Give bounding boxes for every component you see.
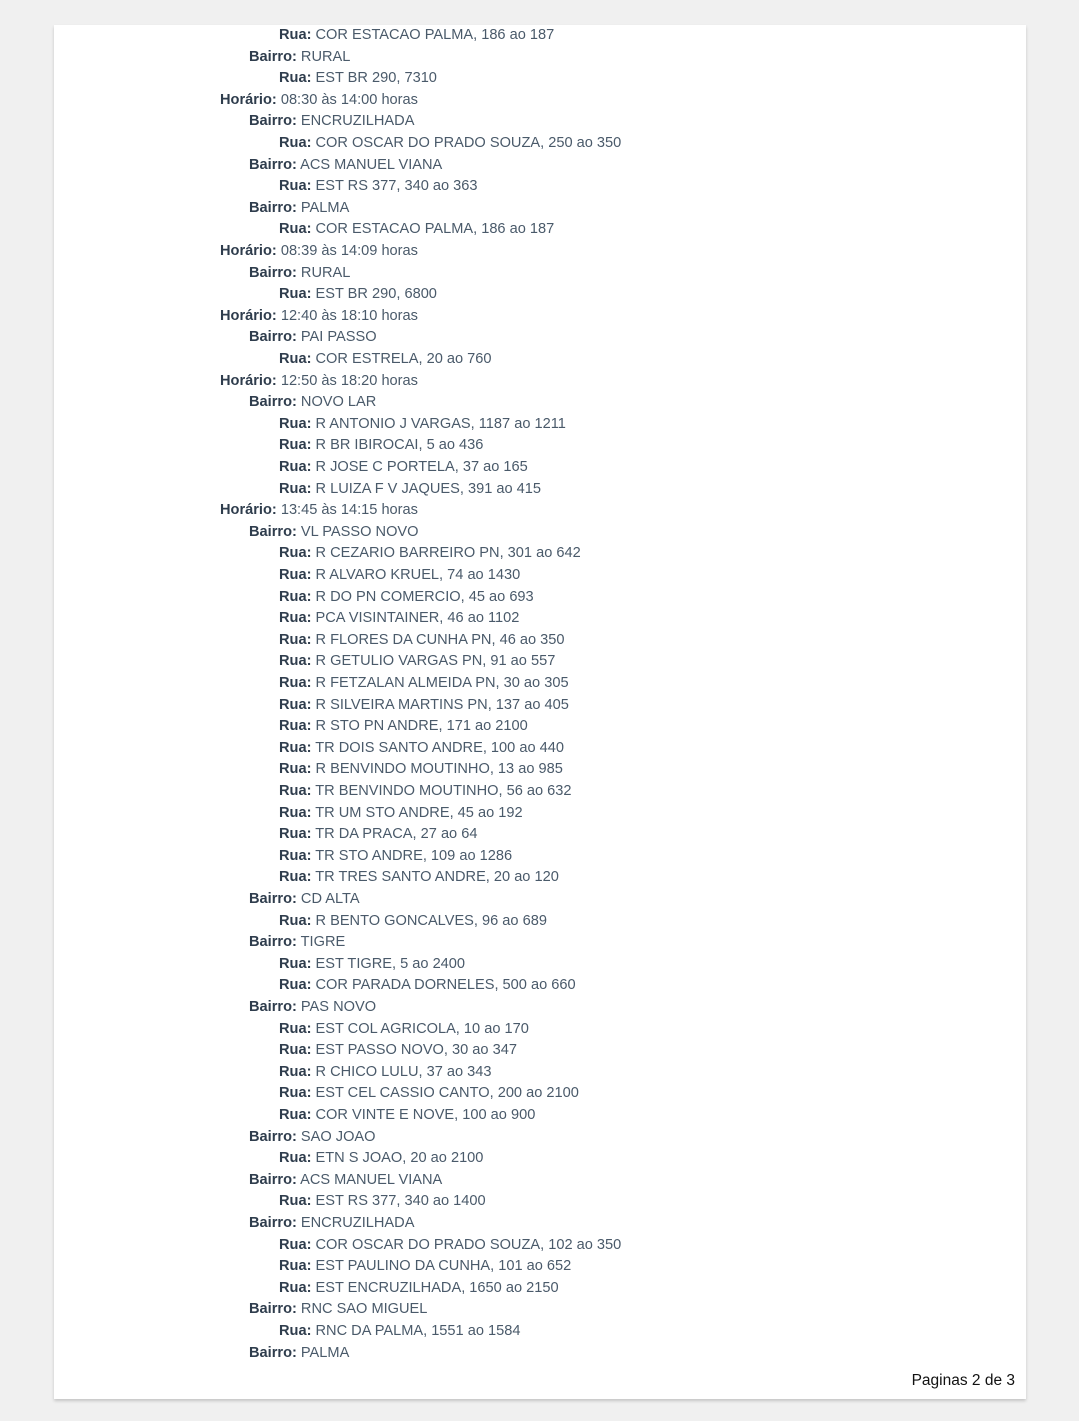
rua-line: [279, 68, 437, 88]
rua-value: COR OSCAR DO PRADO SOUZA, 102 ao 350: [315, 1236, 622, 1253]
rua-line: [279, 284, 437, 304]
rua-label: Rua:: [279, 70, 312, 87]
rua-label: Rua:: [279, 804, 312, 821]
rua-line: [279, 954, 465, 974]
rua-value: COR OSCAR DO PRADO SOUZA, 250 ao 350: [315, 135, 622, 151]
rua-value: EST BR 290, 7310: [315, 70, 437, 87]
rua-line: [279, 1062, 492, 1082]
rua-label: Rua:: [279, 588, 312, 605]
rua-label: Rua:: [279, 1323, 312, 1339]
bairro-value: PAI PASSO: [300, 329, 377, 346]
rua-value: EST PAULINO DA CUNHA, 101 ao 652: [315, 1258, 572, 1275]
rua-line: [279, 911, 547, 931]
rua-line: [279, 435, 483, 455]
rua-line: [279, 867, 559, 887]
bairro-value: NOVO LAR: [300, 394, 377, 411]
rua-value: TR BENVINDO MOUTINHO, 56 ao 632: [315, 783, 572, 799]
page-indicator: Paginas 2 de 3: [911, 1372, 1015, 1389]
bairro-line: [249, 392, 376, 412]
rua-value: R ANTONIO J VARGAS, 1187 ao 1211: [315, 415, 566, 432]
rua-line: [279, 1191, 486, 1211]
rua-line: [279, 1105, 535, 1125]
bairro-label: Bairro:: [249, 999, 297, 1015]
horario-label: Horário:: [220, 307, 277, 324]
bairro-value: PAS NOVO: [300, 999, 377, 1015]
bairro-value: RURAL: [300, 264, 351, 281]
rua-label: Rua:: [279, 459, 312, 475]
rua-label: Rua:: [279, 27, 312, 43]
rua-label: Rua:: [279, 869, 312, 886]
rua-label: Rua:: [279, 178, 312, 195]
rua-value: TR UM STO ANDRE, 45 ao 192: [315, 804, 523, 821]
rua-label: Rua:: [279, 977, 312, 994]
bairro-label: Bairro:: [249, 394, 297, 411]
rua-line: [279, 1321, 520, 1341]
rua-value: R FLORES DA CUNHA PN, 46 ao 350: [315, 631, 565, 648]
rua-line: [279, 349, 492, 369]
rua-line: [279, 738, 564, 758]
rua-line: [279, 587, 534, 607]
bairro-line: [249, 932, 345, 952]
rua-line: [279, 695, 569, 715]
rua-line: [279, 781, 572, 801]
horario-label: Horário:: [220, 372, 277, 389]
rua-line: [279, 673, 569, 693]
bairro-line: [249, 522, 419, 542]
rua-value: COR PARADA DORNELES, 500 ao 660: [315, 977, 576, 994]
rua-value: COR ESTACAO PALMA, 186 ao 187: [315, 27, 555, 43]
rua-value: R BENVINDO MOUTINHO, 13 ao 985: [315, 761, 563, 778]
document-page: [54, 25, 1026, 1399]
bairro-label: Bairro:: [249, 523, 297, 540]
bairro-line: [249, 198, 349, 218]
rua-value: R CHICO LULU, 37 ao 343: [315, 1063, 492, 1080]
rua-value: R CEZARIO BARREIRO PN, 301 ao 642: [315, 545, 581, 562]
bairro-label: Bairro:: [249, 113, 297, 130]
rua-line: [279, 133, 621, 153]
rua-label: Rua:: [279, 1085, 312, 1102]
rua-label: Rua:: [279, 1193, 312, 1210]
rua-line: [279, 651, 555, 671]
rua-value: R SILVEIRA MARTINS PN, 137 ao 405: [315, 696, 569, 713]
bairro-label: Bairro:: [249, 329, 297, 346]
bairro-value: SAO JOAO: [300, 1128, 376, 1145]
rua-label: Rua:: [279, 696, 312, 713]
horario-label: Horário:: [220, 502, 277, 519]
rua-line: [279, 975, 576, 995]
bairro-value: ENCRUZILHADA: [300, 113, 415, 130]
horario-label: Horário:: [220, 91, 277, 108]
bairro-value: RURAL: [300, 48, 351, 65]
rua-label: Rua:: [279, 675, 312, 691]
rua-line: [279, 1019, 529, 1039]
horario-line: [220, 500, 418, 520]
rua-label: Rua:: [279, 135, 312, 151]
rua-line: [279, 759, 563, 779]
rua-value: RNC DA PALMA, 1551 ao 1584: [315, 1323, 521, 1339]
rua-value: EST CEL CASSIO CANTO, 200 ao 2100: [315, 1085, 579, 1102]
rua-value: TR TRES SANTO ANDRE, 20 ao 120: [315, 869, 559, 886]
rua-label: Rua:: [279, 718, 312, 735]
rua-line: [279, 1040, 517, 1060]
rua-line: [279, 1256, 571, 1276]
bairro-label: Bairro:: [249, 264, 297, 281]
rua-value: R BENTO GONCALVES, 96 ao 689: [315, 912, 547, 929]
rua-label: Rua:: [279, 761, 312, 778]
rua-line: [279, 219, 554, 239]
rua-label: Rua:: [279, 415, 312, 432]
bairro-line: [249, 111, 414, 131]
rua-value: R ALVARO KRUEL, 74 ao 1430: [315, 567, 521, 583]
rua-line: [279, 1278, 559, 1298]
rua-value: COR VINTE E NOVE, 100 ao 900: [315, 1107, 536, 1123]
rua-line: [279, 25, 554, 45]
rua-label: Rua:: [279, 1107, 312, 1123]
rua-label: Rua:: [279, 545, 312, 562]
bairro-label: Bairro:: [249, 1215, 297, 1231]
bairro-label: Bairro:: [249, 934, 297, 951]
rua-label: Rua:: [279, 1258, 312, 1275]
rua-line: [279, 630, 565, 650]
rua-value: EST COL AGRICOLA, 10 ao 170: [315, 1020, 529, 1037]
rua-label: Rua:: [279, 739, 312, 756]
rua-label: Rua:: [279, 221, 312, 238]
horario-value: 08:39 às 14:09 horas: [280, 243, 418, 259]
bairro-value: ENCRUZILHADA: [300, 1215, 415, 1231]
bairro-label: Bairro:: [249, 1171, 297, 1188]
bairro-value: CD ALTA: [300, 891, 360, 907]
rua-value: EST BR 290, 6800: [315, 286, 437, 303]
horario-value: 13:45 às 14:15 horas: [280, 502, 418, 519]
bairro-label: Bairro:: [249, 48, 297, 65]
rua-line: [279, 803, 523, 823]
rua-label: Rua:: [279, 653, 312, 670]
bairro-label: Bairro:: [249, 156, 297, 173]
rua-value: TR DA PRACA, 27 ao 64: [315, 826, 478, 843]
bairro-line: [249, 1299, 427, 1319]
rua-label: Rua:: [279, 437, 312, 454]
rua-line: [279, 846, 512, 866]
horario-value: 08:30 às 14:00 horas: [280, 91, 418, 108]
rua-label: Rua:: [279, 1042, 312, 1059]
bairro-line: [249, 997, 376, 1017]
rua-line: [279, 608, 519, 628]
bairro-label: Bairro:: [249, 1344, 297, 1361]
rua-line: [279, 414, 566, 434]
rua-line: [279, 1083, 579, 1103]
rua-label: Rua:: [279, 286, 312, 303]
horario-line: [220, 371, 418, 391]
horario-value: 12:40 às 18:10 horas: [280, 307, 418, 324]
rua-value: R LUIZA F V JAQUES, 391 ao 415: [315, 480, 541, 497]
bairro-value: TIGRE: [300, 934, 346, 951]
rua-label: Rua:: [279, 351, 312, 367]
rua-label: Rua:: [279, 847, 312, 864]
rua-line: [279, 457, 528, 477]
rua-label: Rua:: [279, 1020, 312, 1037]
bairro-line: [249, 1343, 349, 1363]
rua-label: Rua:: [279, 1236, 312, 1253]
bairro-label: Bairro:: [249, 1301, 297, 1318]
rua-label: Rua:: [279, 1063, 312, 1080]
rua-line: [279, 824, 477, 844]
horario-value: 12:50 às 18:20 horas: [280, 372, 418, 389]
rua-label: Rua:: [279, 480, 312, 497]
rua-line: [279, 565, 520, 585]
rua-label: Rua:: [279, 567, 312, 583]
rua-label: Rua:: [279, 826, 312, 843]
bairro-line: [249, 889, 360, 909]
rua-value: COR ESTRELA, 20 ao 760: [315, 351, 492, 367]
bairro-line: [249, 155, 442, 175]
horario-line: [220, 241, 418, 261]
rua-label: Rua:: [279, 783, 312, 799]
rua-value: R STO PN ANDRE, 171 ao 2100: [315, 718, 528, 735]
rua-value: R JOSE C PORTELA, 37 ao 165: [315, 459, 528, 475]
rua-value: EST RS 377, 340 ao 363: [315, 178, 478, 195]
rua-value: PCA VISINTAINER, 46 ao 1102: [315, 610, 520, 627]
rua-value: TR STO ANDRE, 109 ao 1286: [315, 847, 513, 864]
bairro-line: [249, 1213, 414, 1233]
rua-value: EST PASSO NOVO, 30 ao 347: [315, 1042, 517, 1059]
bairro-value: PALMA: [300, 1344, 350, 1361]
bairro-value: ACS MANUEL VIANA: [300, 156, 443, 173]
bairro-label: Bairro:: [249, 1128, 297, 1145]
bairro-value: PALMA: [300, 199, 350, 216]
bairro-value: VL PASSO NOVO: [300, 523, 419, 540]
rua-label: Rua:: [279, 955, 312, 972]
rua-value: EST ENCRUZILHADA, 1650 ao 2150: [315, 1279, 559, 1296]
horario-line: [220, 306, 418, 326]
rua-line: [279, 1235, 621, 1255]
rua-line: [279, 176, 478, 196]
rua-value: R GETULIO VARGAS PN, 91 ao 557: [315, 653, 556, 670]
bairro-line: [249, 327, 377, 347]
rua-label: Rua:: [279, 610, 312, 627]
rua-value: TR DOIS SANTO ANDRE, 100 ao 440: [315, 739, 564, 756]
rua-value: R BR IBIROCAI, 5 ao 436: [315, 437, 484, 454]
rua-value: ETN S JOAO, 20 ao 2100: [315, 1150, 484, 1167]
rua-value: COR ESTACAO PALMA, 186 ao 187: [315, 221, 555, 238]
horario-label: Horário:: [220, 243, 277, 259]
bairro-line: [249, 1127, 376, 1147]
horario-line: [220, 90, 418, 110]
bairro-line: [249, 1170, 442, 1190]
bairro-line: [249, 47, 350, 67]
bairro-line: [249, 263, 350, 283]
rua-value: EST TIGRE, 5 ao 2400: [315, 955, 466, 972]
rua-line: [279, 479, 541, 499]
rua-line: [279, 543, 581, 563]
bairro-label: Bairro:: [249, 199, 297, 216]
rua-label: Rua:: [279, 1279, 312, 1296]
rua-line: [279, 716, 528, 736]
rua-value: R FETZALAN ALMEIDA PN, 30 ao 305: [315, 675, 569, 691]
bairro-value: RNC SAO MIGUEL: [300, 1301, 428, 1318]
rua-line: [279, 1148, 483, 1168]
rua-label: Rua:: [279, 1150, 312, 1167]
rua-value: EST RS 377, 340 ao 1400: [315, 1193, 486, 1210]
rua-label: Rua:: [279, 912, 312, 929]
bairro-value: ACS MANUEL VIANA: [300, 1171, 443, 1188]
rua-value: R DO PN COMERCIO, 45 ao 693: [315, 588, 534, 605]
rua-label: Rua:: [279, 631, 312, 648]
bairro-label: Bairro:: [249, 891, 297, 907]
